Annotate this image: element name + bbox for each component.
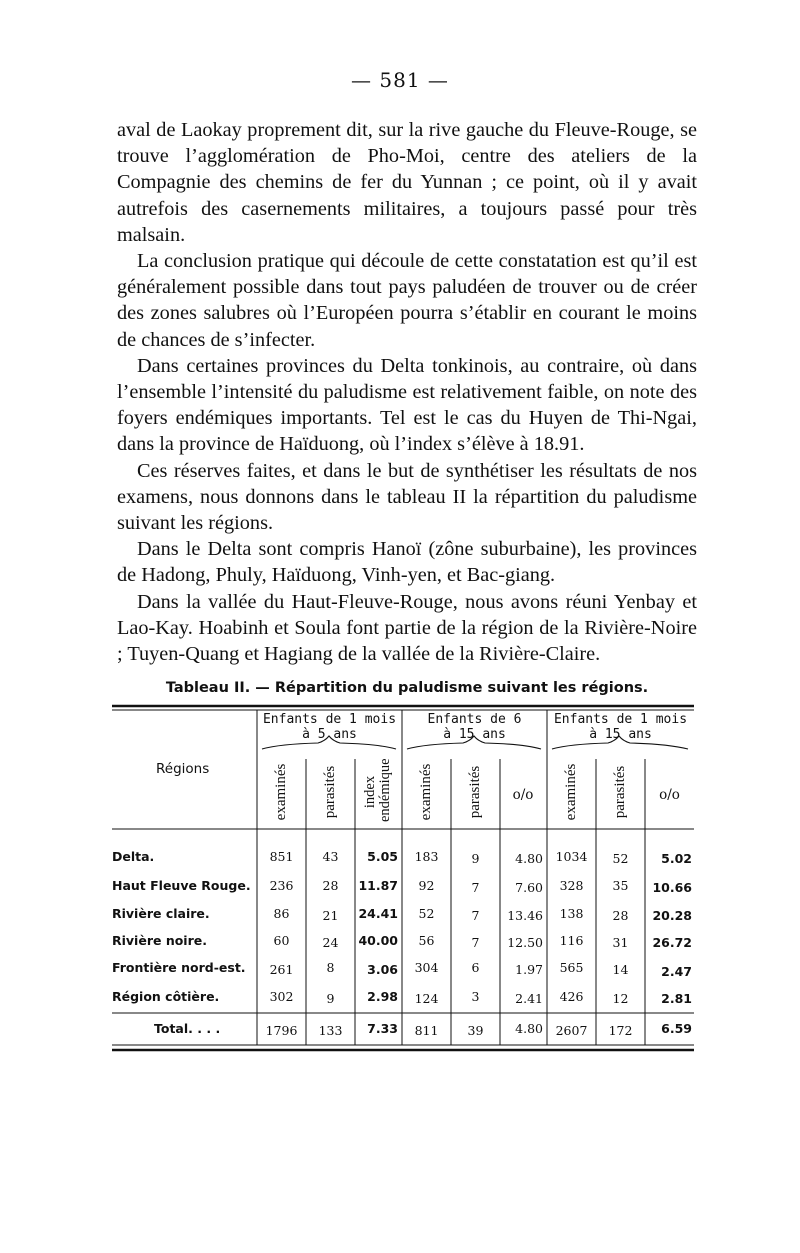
table-total-cell: 39 bbox=[467, 1023, 484, 1038]
table-cell: 60 bbox=[273, 933, 290, 948]
table-cell: 52 bbox=[612, 851, 629, 866]
table-cell: 52 bbox=[418, 906, 435, 921]
table-total-cell: 172 bbox=[608, 1023, 633, 1038]
table-cell: 40.00 bbox=[358, 933, 398, 948]
table-total-cell: 811 bbox=[414, 1023, 439, 1038]
table-cell: 5.02 bbox=[661, 851, 692, 866]
col-header: examinés bbox=[563, 763, 579, 821]
paragraph: Ces réserves faites, et dans le but de synthétiser les résultats de nos examens, nous donnons dans le tableau II la répartition du paludisme suivant les régions. bbox=[117, 459, 697, 535]
table-cell: 138 bbox=[559, 906, 584, 921]
table-cell: 5.05 bbox=[367, 849, 398, 864]
col-header: index endémique bbox=[362, 758, 393, 822]
paragraph: Dans la vallée du Haut-Fleuve-Rouge, nous avons réuni Yenbay et Lao-Kay. Hoabinh et Soula font partie de la région de la Rivière-Noire ; Tuyen-Quang et Hagiang de la vallée de la Rivière-Claire. bbox=[117, 590, 697, 666]
table-total-cell: 4.80 bbox=[515, 1021, 543, 1036]
table-cell: 851 bbox=[269, 849, 294, 864]
table-cell: 4.80 bbox=[515, 851, 543, 866]
table-cell: 9 bbox=[326, 991, 335, 1006]
col-header: parasités bbox=[467, 765, 483, 819]
table-cell: 6 bbox=[471, 960, 480, 975]
col-header: parasités bbox=[322, 765, 338, 819]
table-cell: 426 bbox=[559, 989, 584, 1004]
table-row-region: Rivière noire. bbox=[112, 933, 207, 948]
table-total-cell: 7.33 bbox=[367, 1021, 398, 1036]
body-text bbox=[117, 117, 697, 667]
table-cell: 43 bbox=[322, 849, 339, 864]
group-header-1-15: Enfants de 1 mois à 15 ans bbox=[553, 712, 688, 742]
table-cell: 7 bbox=[471, 880, 480, 895]
table-cell: 7 bbox=[471, 935, 480, 950]
table-cell: 20.28 bbox=[652, 908, 692, 923]
table-cell: 35 bbox=[612, 878, 629, 893]
table-caption: Tableau II. — Répartition du paludisme suivant les régions. bbox=[165, 680, 649, 696]
table-cell: 8 bbox=[326, 960, 335, 975]
table-cell: 3.06 bbox=[367, 962, 398, 977]
col-header: parasités bbox=[612, 765, 628, 819]
paragraph: Dans certaines provinces du Delta tonkinois, au contraire, où dans l’ensemble l’intensité du paludisme est relativement faible, on note des foyers endémiques importants. Tel est le cas du Huyen de Thi-Ngai, dans la province de Haïduong, où l’index s’élève à 18.91. bbox=[117, 354, 697, 456]
table-cell: 10.66 bbox=[652, 880, 692, 895]
table-cell: 3 bbox=[471, 989, 480, 1004]
table-cell: 86 bbox=[273, 906, 290, 921]
table-cell: 261 bbox=[269, 962, 294, 977]
table-cell: 328 bbox=[559, 878, 584, 893]
table-cell: 24.41 bbox=[358, 906, 398, 921]
table-cell: 12 bbox=[612, 991, 629, 1006]
paragraph: La conclusion pratique qui découle de cette constatation est qu’il est généralement possible dans tout pays paludéen de trouver ou de créer des zones salubres où l’Européen pourra s’établir en courant le moins de chances de s’infecter. bbox=[117, 250, 697, 351]
table-total-cell: 2607 bbox=[555, 1023, 588, 1038]
table-row-region: Delta. bbox=[112, 849, 155, 864]
page-number: — 581 — bbox=[351, 68, 449, 92]
table-cell: 2.41 bbox=[515, 991, 543, 1006]
table-cell: 304 bbox=[414, 960, 439, 975]
table-cell: 2.47 bbox=[661, 964, 692, 979]
table-total-cell: 6.59 bbox=[661, 1021, 692, 1036]
table-cell: 7.60 bbox=[515, 880, 543, 895]
regions-header: Régions bbox=[156, 761, 210, 777]
table-cell: 9 bbox=[471, 851, 480, 866]
table-total-label: Total. . . . bbox=[154, 1021, 221, 1036]
paragraph: Dans le Delta sont compris Hanoï (zône suburbaine), les provinces de Hadong, Phuly, Haïduong, Vinh-yen, et Bac-giang. bbox=[117, 538, 697, 587]
table-cell: 12.50 bbox=[507, 935, 543, 950]
table-cell: 116 bbox=[559, 933, 584, 948]
col-header: examinés bbox=[418, 763, 434, 821]
table-cell: 183 bbox=[414, 849, 439, 864]
col-header: examinés bbox=[273, 763, 289, 821]
table-cell: 565 bbox=[559, 960, 584, 975]
table-cell: 21 bbox=[322, 908, 339, 923]
table-cell: 14 bbox=[612, 962, 629, 977]
table-cell: 11.87 bbox=[358, 878, 398, 893]
table-cell: 236 bbox=[269, 878, 294, 893]
table-cell: 28 bbox=[612, 908, 629, 923]
table-cell: 7 bbox=[471, 908, 480, 923]
table-cell: 56 bbox=[418, 933, 435, 948]
col-header: o/o bbox=[512, 787, 534, 803]
table-cell: 31 bbox=[612, 935, 629, 950]
group-header-1-5: Enfants de 1 mois à 5 ans bbox=[262, 712, 397, 742]
table-cell: 302 bbox=[269, 989, 294, 1004]
col-header: o/o bbox=[659, 787, 680, 803]
table-cell: 92 bbox=[418, 878, 435, 893]
table-cell: 124 bbox=[414, 991, 439, 1006]
table-total-cell: 133 bbox=[318, 1023, 343, 1038]
table-cell: 26.72 bbox=[652, 935, 692, 950]
table-cell: 2.98 bbox=[367, 989, 398, 1004]
table-row-region: Région côtière. bbox=[112, 989, 220, 1004]
table-cell: 24 bbox=[322, 935, 339, 950]
table-cell: 2.81 bbox=[661, 991, 692, 1006]
table-row-region: Frontière nord-est. bbox=[112, 960, 246, 975]
table-row-region: Haut Fleuve Rouge. bbox=[112, 878, 251, 893]
table-cell: 1.97 bbox=[515, 962, 543, 977]
group-header-6-15: Enfants de 6 à 15 ans bbox=[427, 712, 522, 742]
table-row-region: Rivière claire. bbox=[112, 906, 210, 921]
data-table bbox=[110, 703, 696, 1058]
table-total-cell: 1796 bbox=[265, 1023, 298, 1038]
table-cell: 28 bbox=[322, 878, 339, 893]
paragraph: aval de Laokay proprement dit, sur la rive gauche du Fleuve-Rouge, se trouve l’agglomération de Pho-Moi, centre des ateliers de la Compagnie des chemins de fer du Yunnan ; ce point, où il y avait autrefois des casernements militaires, a toujours passé pour très malsain. bbox=[117, 119, 697, 246]
table-cell: 13.46 bbox=[507, 908, 543, 923]
table-cell: 1034 bbox=[555, 849, 588, 864]
